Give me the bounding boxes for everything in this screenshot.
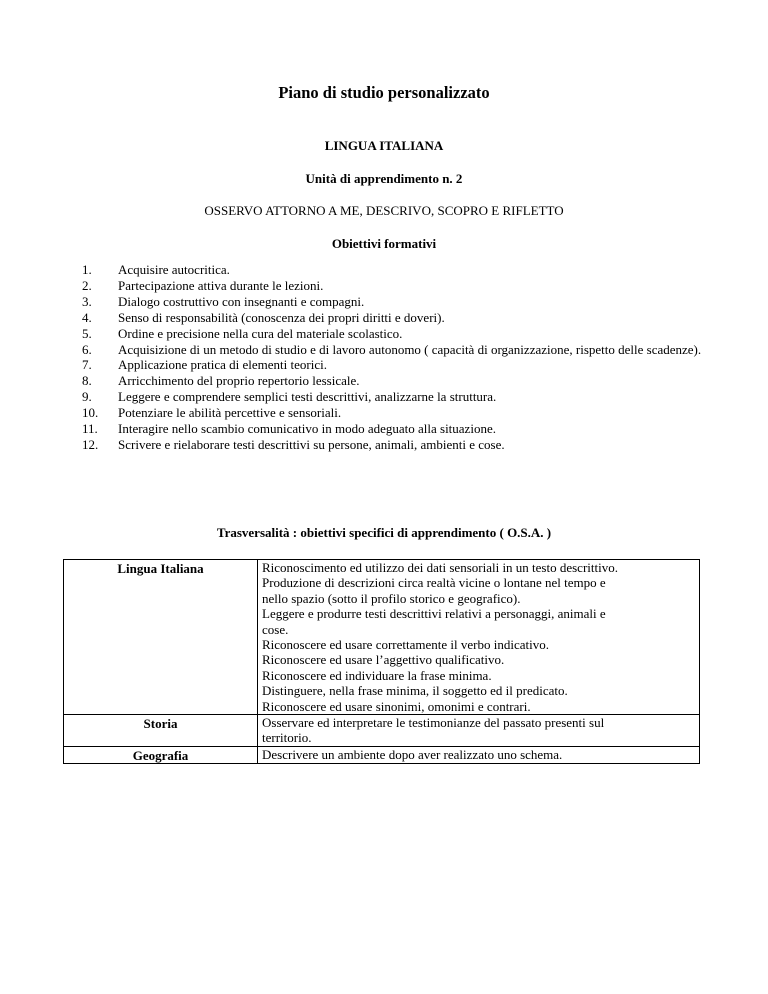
description-line: nello spazio (sotto il profilo storico e geografico). <box>262 590 521 606</box>
item-number: 1. <box>82 262 92 277</box>
table-cell-subject: Storia <box>64 715 258 747</box>
list-item <box>82 437 722 453</box>
item-text: Acquisizione di un metodo di studio e di lavoro autonomo ( capacità di organizzazione, rispetto delle scadenze). <box>118 341 702 357</box>
item-text: Ordine e precisione nella cura del materiale scolastico. <box>118 325 403 341</box>
objectives-list <box>82 262 722 453</box>
description-line: Riconoscere ed usare correttamente il verbo indicativo. <box>262 637 549 653</box>
item-number: 7. <box>82 357 92 373</box>
table-row <box>64 746 700 763</box>
item-text: Scrivere e rielaborare testi descrittivi su persone, animali, ambienti e cose. <box>118 436 505 452</box>
description-line: Leggere e produrre testi descrittivi relativi a personaggi, animali e <box>262 606 606 622</box>
list-item <box>82 326 722 342</box>
list-item <box>82 294 722 310</box>
unit-heading: Unità di apprendimento n. 2 <box>305 171 463 186</box>
list-item <box>82 357 722 373</box>
list-item <box>82 262 722 278</box>
description-line: cose. <box>262 621 289 637</box>
item-number: 11. <box>82 421 98 437</box>
item-number: 3. <box>82 293 92 309</box>
list-item <box>82 389 722 405</box>
list-item <box>82 405 722 421</box>
item-number: 12. <box>82 436 99 452</box>
unit-theme: OSSERVO ATTORNO A ME, DESCRIVO, SCOPRO E RIFLETTO <box>204 203 564 218</box>
item-number: 8. <box>82 373 92 389</box>
item-text: Applicazione pratica di elementi teorici. <box>118 357 327 373</box>
item-text: Senso di responsabilità (conoscenza dei propri diritti e doveri). <box>118 309 445 325</box>
table-cell-subject: Geografia <box>64 746 258 763</box>
item-text: Acquisire autocritica. <box>118 262 230 277</box>
table-cell-description <box>258 560 700 715</box>
description-line: Produzione di descrizioni circa realtà vicine o lontane nel tempo e <box>262 575 606 591</box>
item-text: Interagire nello scambio comunicativo in modo adeguato alla situazione. <box>118 421 496 437</box>
description-line: Riconoscere ed individuare la frase minima. <box>262 667 492 683</box>
description-line: Distinguere, nella frase minima, il soggetto ed il predicato. <box>262 683 568 699</box>
item-text: Arricchimento del proprio repertorio lessicale. <box>118 373 360 389</box>
description-line: Osservare ed interpretare le testimonianze del passato presenti sul <box>262 715 605 731</box>
item-number: 4. <box>82 309 92 325</box>
subject-heading: LINGUA ITALIANA <box>324 138 444 153</box>
item-number: 9. <box>82 389 92 405</box>
description-line: Descrivere un ambiente dopo aver realizzato uno schema. <box>262 746 563 762</box>
item-text: Dialogo costruttivo con insegnanti e compagni. <box>118 293 365 309</box>
table-row <box>64 715 700 747</box>
description-line: Riconoscimento ed utilizzo dei dati sensoriali in un testo descrittivo. <box>262 560 618 575</box>
objectives-title: Obiettivi formativi <box>331 236 437 251</box>
list-item <box>82 310 722 326</box>
osa-table-title: Trasversalità : obiettivi specifici di apprendimento ( O.S.A. ) <box>216 525 552 540</box>
list-item <box>82 278 722 294</box>
list-item <box>82 342 722 358</box>
list-item <box>82 421 722 437</box>
table-row <box>64 560 700 715</box>
description-line: territorio. <box>262 730 312 746</box>
description-line: Riconoscere ed usare sinonimi, omonimi e contrari. <box>262 698 531 714</box>
table-cell-subject: Lingua Italiana <box>64 560 258 715</box>
document-title: Piano di studio personalizzato <box>278 83 490 102</box>
item-number: 10. <box>82 405 99 421</box>
item-text: Partecipazione attiva durante le lezioni. <box>118 277 324 293</box>
item-number: 2. <box>82 277 92 293</box>
table-cell-description <box>258 715 700 747</box>
list-item <box>82 373 722 389</box>
table-cell-description <box>258 746 700 763</box>
item-text: Potenziare le abilità percettive e sensoriali. <box>118 405 342 421</box>
item-number: 5. <box>82 325 92 341</box>
item-text: Leggere e comprendere semplici testi descrittivi, analizzarne la struttura. <box>118 389 497 405</box>
item-number: 6. <box>82 341 92 357</box>
description-line: Riconoscere ed usare l’aggettivo qualificativo. <box>262 652 505 668</box>
osa-table <box>63 559 700 764</box>
